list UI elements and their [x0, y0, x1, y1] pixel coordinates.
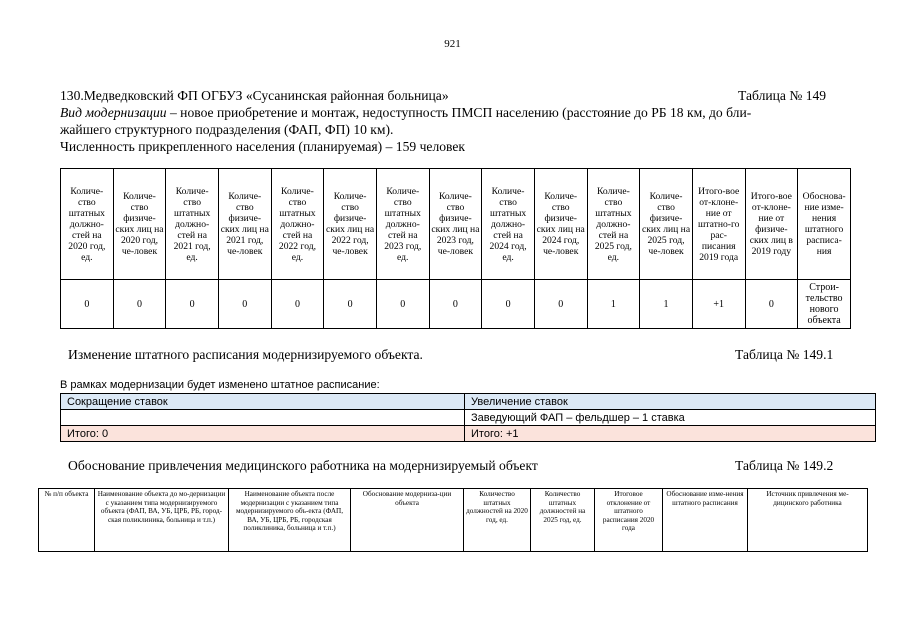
value-cell: 0	[745, 280, 798, 329]
justification-header-row	[39, 489, 868, 552]
header-cell: Количе-ство физиче-ских лиц на 2024 год, че-ловек	[534, 169, 587, 280]
header-cell: Количество штатных должностей на 2020 год, ед.	[464, 489, 531, 552]
staffing-value-row	[61, 280, 851, 329]
header-cell: № п/п объекта	[39, 489, 95, 552]
staff-change-table	[60, 393, 876, 442]
value-cell: Строи-тельство нового объекта	[798, 280, 851, 329]
increase-header: Увеличение ставок	[465, 394, 876, 410]
table-number-149-1: Таблица № 149.1	[735, 347, 834, 362]
increase-cell: Заведующий ФАП – фельдшер – 1 ставка	[465, 410, 876, 426]
modernization-text: – новое приобретение и монтаж, недоступность ПМСП населению (расстояние до РБ 18 км, до бли-	[166, 105, 752, 120]
value-cell: 1	[640, 280, 693, 329]
reduction-cell	[61, 410, 465, 426]
value-cell: 0	[376, 280, 429, 329]
modernization-label: Вид модернизации	[60, 105, 167, 120]
value-cell: 0	[166, 280, 219, 329]
header-cell: Итого-вое от-клоне-ние от физиче-ских лиц в 2019 году	[745, 169, 798, 280]
justification-table	[38, 488, 868, 552]
header-cell: Источник привлечения ме-дицинского работника	[748, 489, 868, 552]
header-cell: Количе-ство штатных должно-стей на 2024 год, ед.	[482, 169, 535, 280]
header-cell: Количе-ство штатных должно-стей на 2020 год, ед.	[61, 169, 114, 280]
header-cell: Количе-ство штатных должно-стей на 2025 год, ед.	[587, 169, 640, 280]
section3-title: Обоснование привлечения медицинского работника на модернизируемый объект	[68, 458, 538, 473]
value-cell: 0	[482, 280, 535, 329]
header-cell: Обоснова-ние изме-нения штатного расписа-ния	[798, 169, 851, 280]
header-cell: Количе-ство физиче-ских лиц на 2020 год, че-ловек	[113, 169, 166, 280]
reduction-total: Итого: 0	[61, 426, 465, 442]
page-number: 921	[444, 38, 461, 50]
modernization-line	[60, 104, 751, 121]
staff-change-total-row	[61, 426, 876, 442]
modernization-text-cont: жайшего структурного подразделения (ФАП, ФП) 10 км).	[60, 122, 394, 137]
header-cell: Количе-ство физиче-ских лиц на 2022 год, че-ловек	[324, 169, 377, 280]
header-cell: Обоснование изме-нения штатного расписания	[663, 489, 748, 552]
table-number-149: Таблица № 149	[738, 88, 827, 103]
staffing-table	[60, 168, 851, 329]
header-cell: Наименование объекта до мо-дернизации с указанием типа модернизируемого объекта (ФАП, ВА, УБ, ЦРБ, РБ, город-ская поликлиника, больница и т.п.)	[95, 489, 229, 552]
header-cell: Количе-ство штатных должно-стей на 2023 год, ед.	[376, 169, 429, 280]
header-cell: Количе-ство физиче-ских лиц на 2023 год, че-ловек	[429, 169, 482, 280]
table-number-149-2: Таблица № 149.2	[735, 458, 834, 473]
value-cell: 0	[534, 280, 587, 329]
header-cell: Наименование объекта после модернизации с указанием типа модернизируемого объ-екта (ФАП, ВА, УБ, ЦРБ, РБ, городская поликлиника, больница и т.п.)	[229, 489, 351, 552]
staffing-header-row	[61, 169, 851, 280]
value-cell: 0	[218, 280, 271, 329]
increase-total: Итого: +1	[465, 426, 876, 442]
value-cell: 0	[61, 280, 114, 329]
header-cell: Количе-ство физиче-ских лиц на 2021 год, че-ловек	[218, 169, 271, 280]
population-line: Численность прикрепленного населения (планируемая) – 159 человек	[60, 139, 465, 154]
value-cell: +1	[692, 280, 745, 329]
header-cell: Обоснование модерниза-ции объекта	[351, 489, 464, 552]
header-cell: Итоговое отклонение от штатного расписания 2020 года	[595, 489, 663, 552]
header-cell: Количе-ство штатных должно-стей на 2022 год, ед.	[271, 169, 324, 280]
header-cell: Количе-ство штатных должно-стей на 2021 год, ед.	[166, 169, 219, 280]
value-cell: 0	[271, 280, 324, 329]
staff-change-header-row	[61, 394, 876, 410]
staff-change-row	[61, 410, 876, 426]
section2-title: Изменение штатного расписания модернизируемого объекта.	[68, 347, 423, 362]
reduction-header: Сокращение ставок	[61, 394, 465, 410]
header-cell: Количество штатных должностей на 2025 год, ед.	[531, 489, 595, 552]
value-cell: 1	[587, 280, 640, 329]
header-cell: Количе-ство физиче-ских лиц на 2025 год, че-ловек	[640, 169, 693, 280]
object-title: 130.Медведковский ФП ОГБУЗ «Сусанинская районная больница»	[60, 88, 449, 103]
value-cell: 0	[113, 280, 166, 329]
value-cell: 0	[324, 280, 377, 329]
section2-intro: В рамках модернизации будет изменено штатное расписание:	[60, 379, 380, 391]
value-cell: 0	[429, 280, 482, 329]
header-cell: Итого-вое от-клоне-ние от штатно-го рас-писания 2019 года	[692, 169, 745, 280]
